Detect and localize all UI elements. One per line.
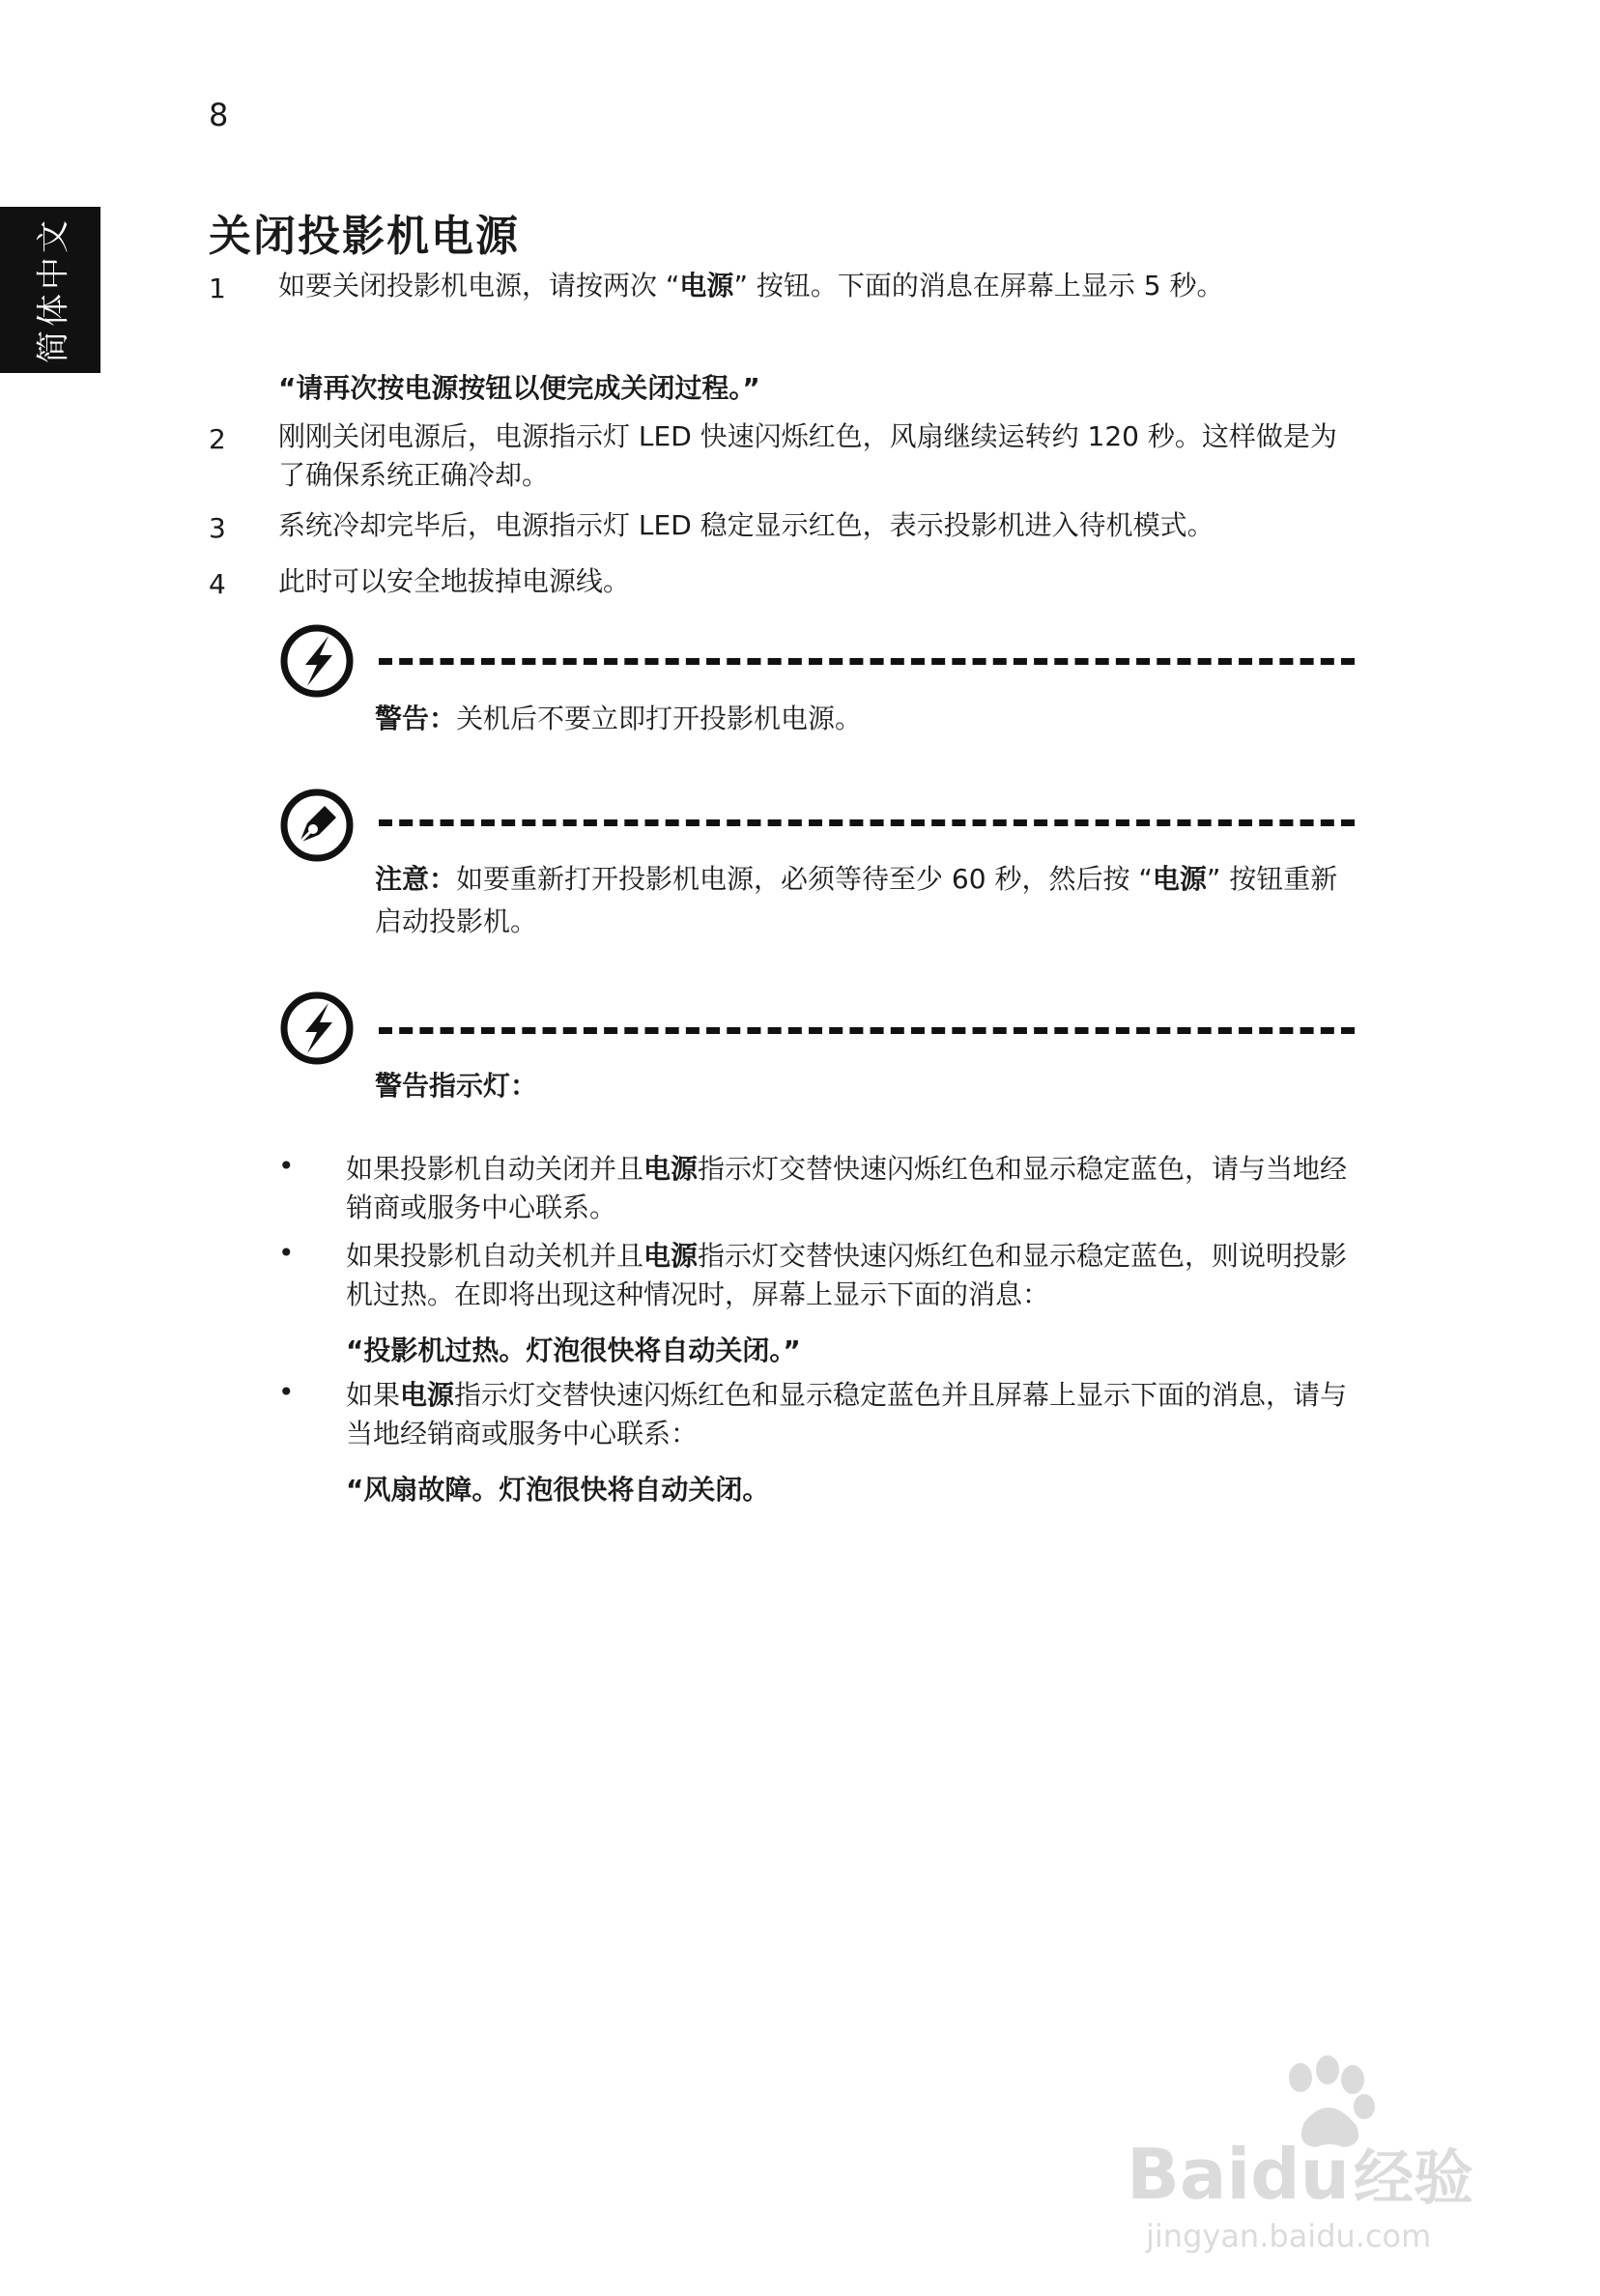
watermark-text: 经验 [1354,2142,1474,2213]
bullet-marker: • [278,1376,295,1408]
bullet-message: “风扇故障。灯泡很快将自动关闭。 [346,1474,770,1506]
step-number: 4 [209,568,226,600]
warning-notice-text: 警告：关机后不要立即打开投影机电源。 [375,703,863,734]
step-message: “请再次按电源按钮以便完成关闭过程。” [278,372,760,404]
warning-icon [278,622,356,700]
warning-indicator-heading: 警告指示灯： [375,1070,538,1102]
note-icon [278,787,356,864]
step-text: 此时可以安全地拔掉电源线。 [278,565,631,597]
step-text: 如要关闭投影机电源，请按两次 “电源” 按钮。下面的消息在屏幕上显示 5 秒。 [278,270,1224,301]
step-text: 系统冷却完毕后，电源指示灯 LED 稳定显示红色，表示投影机进入待机模式。 [278,509,1214,541]
step-number: 1 [209,273,226,304]
bullet-text: 如果投影机自动关机并且电源指示灯交替快速闪烁红色和显示稳定蓝色，则说明投影机过热。在即将出现这种情况时，屏幕上显示下面的消息： [346,1240,1348,1310]
step-number: 2 [209,423,226,455]
notice-divider [379,658,1355,665]
bullet-text: 如果投影机自动关闭并且电源指示灯交替快速闪烁红色和显示稳定蓝色，请与当地经销商或服务中心联系。 [346,1153,1348,1223]
bullet-text: 如果电源指示灯交替快速闪烁红色和显示稳定蓝色并且屏幕上显示下面的消息，请与当地经销商或服务中心联系： [346,1379,1348,1449]
language-side-tab [0,207,100,373]
baidu-watermark [1127,2039,1513,2261]
watermark-url: jingyan.baidu.com [1146,2218,1432,2254]
section-title: 关闭投影机电源 [209,212,520,261]
bullet-message: “投影机过热。灯泡很快将自动关闭。” [346,1335,801,1366]
step-number: 3 [209,512,226,544]
note-notice-text: 注意：如要重新打开投影机电源，必须等待至少 60 秒，然后按 “电源” 按钮重新启动投影机。 [375,863,1338,937]
notice-divider [379,1027,1355,1034]
bullet-marker: • [278,1150,295,1182]
notice-divider [379,819,1355,826]
page-number: 8 [209,97,229,133]
bullet-marker: • [278,1237,295,1269]
step-text: 刚刚关闭电源后，电源指示灯 LED 快速闪烁红色，风扇继续运转约 120 秒。这样做是为了确保系统正确冷却。 [278,420,1337,491]
language-side-tab-label: 简体中文 [34,216,73,363]
watermark-brand: Baidu [1127,2134,1350,2215]
warning-icon [278,990,356,1067]
